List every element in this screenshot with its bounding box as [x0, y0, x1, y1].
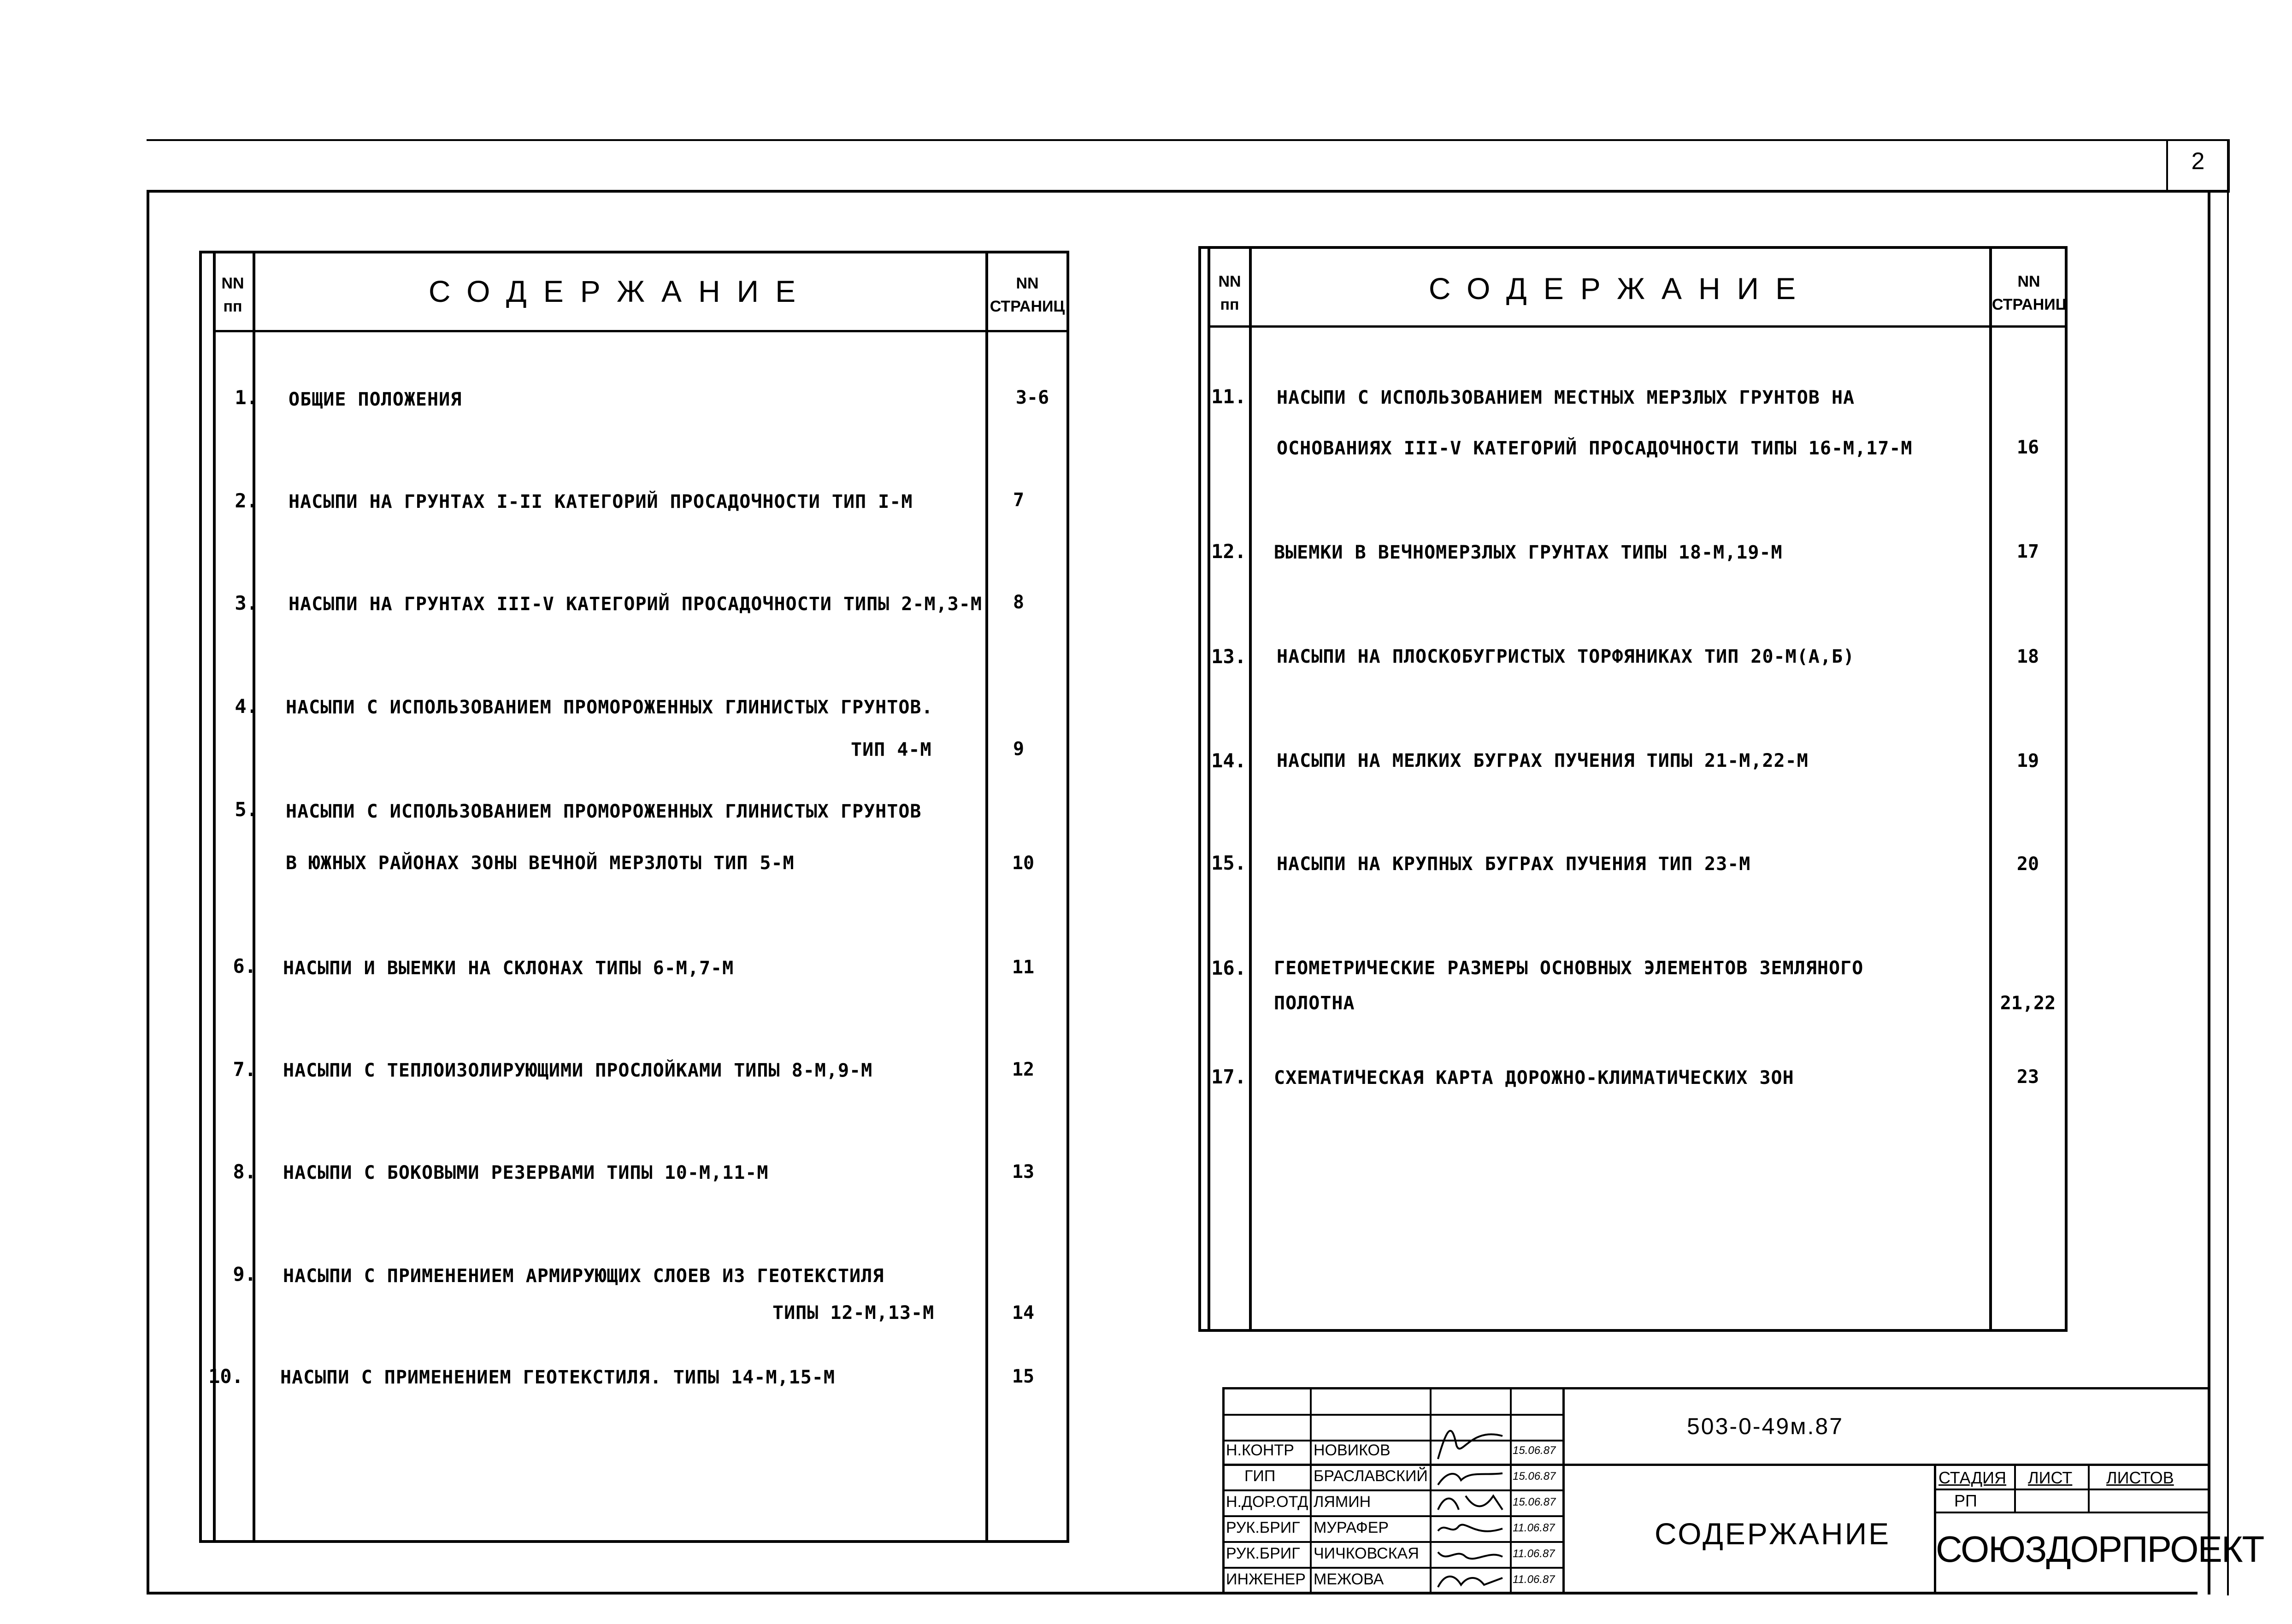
row-text: НАСЫПИ НА ГРУНТАХ III-V КАТЕГОРИЙ ПРОСАДОЧНОСТИ ТИПЫ 2-М,3-М	[289, 594, 982, 615]
row-text: НАСЫПИ С ИСПОЛЬЗОВАНИЕМ ПРОМОРОЖЕННЫХ ГЛИНИСТЫХ ГРУНТОВ	[286, 801, 922, 822]
row-number: 13.	[1211, 645, 1246, 668]
row-text-line-2: ТИПЫ 12-М,13-М	[772, 1302, 935, 1324]
right-col-divider-2	[1989, 246, 1992, 1332]
signatory-role: ИНЖЕНЕР	[1226, 1571, 1306, 1588]
document-code: 503-0-49м.87	[1687, 1413, 1844, 1439]
signatory-role: РУК.БРИГ	[1226, 1545, 1300, 1562]
stamp-row-6	[1222, 1541, 1563, 1543]
row-text: НАСЫПИ С ИСПОЛЬЗОВАНИЕМ ПРОМОРОЖЕННЫХ ГЛИНИСТЫХ ГРУНТОВ.	[286, 697, 933, 718]
signature-icon	[1433, 1418, 1507, 1464]
signature-icon	[1433, 1543, 1507, 1566]
frame-right-outer	[2227, 139, 2229, 1595]
signatory-date: 15.06.87	[1513, 1470, 1556, 1483]
row-page: 9	[1013, 738, 1025, 759]
row-text: НАСЫПИ С ИСПОЛЬЗОВАНИЕМ МЕСТНЫХ МЕРЗЛЫХ ГРУНТОВ НА	[1277, 387, 1855, 408]
right-header-title: СОДЕРЖАНИЕ	[1428, 271, 1813, 306]
frame-right	[2208, 190, 2210, 1595]
row-page: 3-6	[1015, 387, 1049, 408]
stamp-row-4	[1222, 1489, 1563, 1491]
right-col-divider-1	[1249, 246, 1252, 1332]
row-text: НАСЫПИ НА ПЛОСКОБУГРИСТЫХ ТОРФЯНИКАХ ТИП 20-М(А,Б)	[1277, 646, 1855, 667]
row-text-line-2: ОСНОВАНИЯХ III-V КАТЕГОРИЙ ПРОСАДОЧНОСТИ ТИПЫ 16-М,17-М	[1277, 438, 1913, 459]
left-header-pages-nn: NN	[1016, 275, 1039, 292]
row-page: 7	[1013, 489, 1025, 511]
right-header-pages-nn: NN	[2017, 273, 2040, 290]
row-page: 15	[1012, 1366, 1035, 1387]
left-col-divider-2	[985, 251, 988, 1543]
signatory-name: ЧИЧКОВСКАЯ	[1314, 1545, 1419, 1562]
stamp-row-3	[1222, 1464, 2209, 1466]
signatory-role: РУК.БРИГ	[1226, 1519, 1300, 1536]
left-col-divider-1	[253, 251, 255, 1543]
row-number: 5.	[235, 798, 258, 821]
right-header-pages-label: СТРАНИЦ	[1992, 296, 2067, 313]
signatory-name: МУРАФЕР	[1314, 1519, 1389, 1536]
row-page: 11	[1012, 957, 1035, 978]
stamp-row-7	[1222, 1567, 1563, 1569]
row-number: 2.	[235, 489, 258, 512]
sheet-label: ЛИСТ	[2028, 1468, 2073, 1487]
frame-bottom	[147, 1592, 2198, 1595]
row-page: 16	[2016, 437, 2039, 458]
right-header-pp-label: пп	[1220, 296, 1239, 313]
signature-icon	[1433, 1517, 1507, 1540]
organization-name: СОЮЗДОРПРОЕКТ	[1936, 1529, 2264, 1570]
signatory-date: 11.06.87	[1513, 1522, 1555, 1534]
stamp-stage-row-2	[1934, 1512, 2209, 1513]
row-number: 15.	[1211, 852, 1246, 874]
stamp-top	[1222, 1387, 2209, 1389]
row-text: НАСЫПИ НА КРУПНЫХ БУГРАХ ПУЧЕНИЯ ТИП 23-М	[1277, 853, 1751, 875]
left-col-outer	[213, 251, 216, 1543]
row-number: 11.	[1211, 385, 1246, 408]
left-header-title: СОДЕРЖАНИЕ	[428, 274, 813, 308]
right-header-divider	[1208, 325, 2068, 328]
row-text: ОБЩИЕ ПОЛОЖЕНИЯ	[289, 389, 462, 410]
stamp-row-5	[1222, 1515, 1563, 1517]
row-text: ГЕОМЕТРИЧЕСКИЕ РАЗМЕРЫ ОСНОВНЫХ ЭЛЕМЕНТОВ ЗЕМЛЯНОГО	[1274, 958, 1864, 979]
row-number: 3.	[235, 592, 258, 614]
signature-icon	[1433, 1569, 1507, 1592]
row-text: НАСЫПИ НА ГРУНТАХ I-II КАТЕГОРИЙ ПРОСАДОЧНОСТИ ТИП I-М	[289, 491, 913, 512]
row-text: НАСЫПИ И ВЫЕМКИ НА СКЛОНАХ ТИПЫ 6-М,7-М	[283, 958, 734, 979]
row-number: 1.	[235, 386, 258, 409]
frame-left	[147, 190, 149, 1595]
left-header-nn-label: NN	[221, 275, 244, 292]
signatory-name: МЕЖОВА	[1314, 1571, 1384, 1588]
left-header-pages-label: СТРАНИЦ	[990, 298, 1065, 315]
row-text-line-2: ПОЛОТНА	[1274, 993, 1355, 1014]
signatory-role: Н.КОНТР	[1226, 1442, 1294, 1459]
row-number: 16.	[1211, 957, 1246, 979]
left-contents-table	[199, 251, 1069, 1543]
row-text: НАСЫПИ С БОКОВЫМИ РЕЗЕРВАМИ ТИПЫ 10-М,11-М	[283, 1162, 769, 1183]
row-page: 23	[2016, 1066, 2039, 1088]
stamp-row-1	[1222, 1414, 1563, 1416]
row-number: 7.	[233, 1058, 256, 1081]
row-page: 19	[2016, 750, 2039, 771]
row-text: НАСЫПИ НА МЕЛКИХ БУГРАХ ПУЧЕНИЯ ТИПЫ 21-М,22-М	[1277, 750, 1809, 771]
stamp-stage-col-1	[2014, 1464, 2016, 1512]
row-page: 8	[1013, 592, 1025, 613]
row-number: 17.	[1211, 1065, 1246, 1088]
right-contents-table	[1198, 246, 2068, 1332]
stamp-stage-col-2	[2088, 1464, 2090, 1512]
row-text-line-2: В ЮЖНЫХ РАЙОНАХ ЗОНЫ ВЕЧНОЙ МЕРЗЛОТЫ ТИП 5-М	[286, 853, 795, 874]
row-text: СХЕМАТИЧЕСКАЯ КАРТА ДОРОЖНО-КЛИМАТИЧЕСКИХ ЗОН	[1274, 1067, 1794, 1089]
row-number: 9.	[233, 1263, 256, 1285]
signatory-role: Н.ДОР.ОТД	[1226, 1493, 1308, 1511]
row-number: 4.	[235, 695, 258, 718]
row-page: 21,22	[2000, 993, 2056, 1014]
document-title: СОДЕРЖАНИЕ	[1655, 1517, 1891, 1551]
signatory-date: 11.06.87	[1513, 1573, 1555, 1586]
right-header-nn-label: NN	[1218, 273, 1241, 290]
signatory-name: НОВИКОВ	[1314, 1442, 1391, 1459]
left-header-nn	[213, 272, 253, 318]
right-header-nn	[1210, 270, 1249, 316]
signatory-name: ЛЯМИН	[1314, 1493, 1371, 1511]
stage-label: СТАДИЯ	[1938, 1468, 2007, 1487]
row-text: НАСЫПИ С ПРИМЕНЕНИЕМ АРМИРУЮЩИХ СЛОЕВ ИЗ ГЕОТЕКСТИЛЯ	[283, 1265, 884, 1287]
row-text-line-2: ТИП 4-М	[851, 739, 932, 760]
right-header-pages	[1992, 270, 2066, 316]
signatory-date: 15.06.87	[1513, 1444, 1556, 1457]
row-text: ВЫЕМКИ В ВЕЧНОМЕРЗЛЫХ ГРУНТАХ ТИПЫ 18-М,19-М	[1274, 542, 1783, 563]
signatory-role: ГИП	[1244, 1467, 1276, 1485]
frame-top-inner	[147, 190, 160, 193]
row-page: 14	[1012, 1302, 1035, 1324]
signature-icon	[1433, 1491, 1507, 1514]
right-col-outer	[1208, 246, 1210, 1332]
stamp-stage-row	[1934, 1489, 2209, 1490]
row-number: 12.	[1211, 540, 1246, 563]
signatory-date: 11.06.87	[1513, 1548, 1555, 1560]
row-number: 6.	[233, 955, 256, 977]
row-page: 20	[2016, 853, 2039, 875]
left-header-pages	[988, 272, 1066, 318]
row-text: НАСЫПИ С ТЕПЛОИЗОЛИРУЮЩИМИ ПРОСЛОЙКАМИ ТИПЫ 8-М,9-М	[283, 1060, 873, 1081]
signatory-name: БРАСЛАВСКИЙ	[1314, 1467, 1428, 1485]
row-page: 17	[2016, 541, 2039, 562]
frame-top	[160, 190, 2230, 193]
signatory-date: 15.06.87	[1513, 1496, 1556, 1508]
row-text: НАСЫПИ С ПРИМЕНЕНИЕМ ГЕОТЕКСТИЛЯ. ТИПЫ 14-М,15-М	[280, 1367, 835, 1388]
sheet-number: 2	[2191, 148, 2205, 175]
stage-value: РП	[1954, 1491, 1977, 1510]
signature-icon	[1433, 1466, 1507, 1489]
row-page: 13	[1012, 1161, 1035, 1183]
left-header-divider	[213, 330, 1069, 332]
row-page: 10	[1012, 853, 1035, 874]
row-page: 18	[2016, 646, 2039, 667]
left-header-pp-label: пп	[223, 298, 242, 315]
row-number: 14.	[1211, 749, 1246, 772]
sheets-label: ЛИСТОВ	[2106, 1468, 2174, 1487]
row-page: 12	[1012, 1059, 1035, 1080]
row-number: 8.	[233, 1160, 256, 1183]
row-number: 10.	[208, 1365, 243, 1388]
top-rule	[147, 139, 2230, 141]
